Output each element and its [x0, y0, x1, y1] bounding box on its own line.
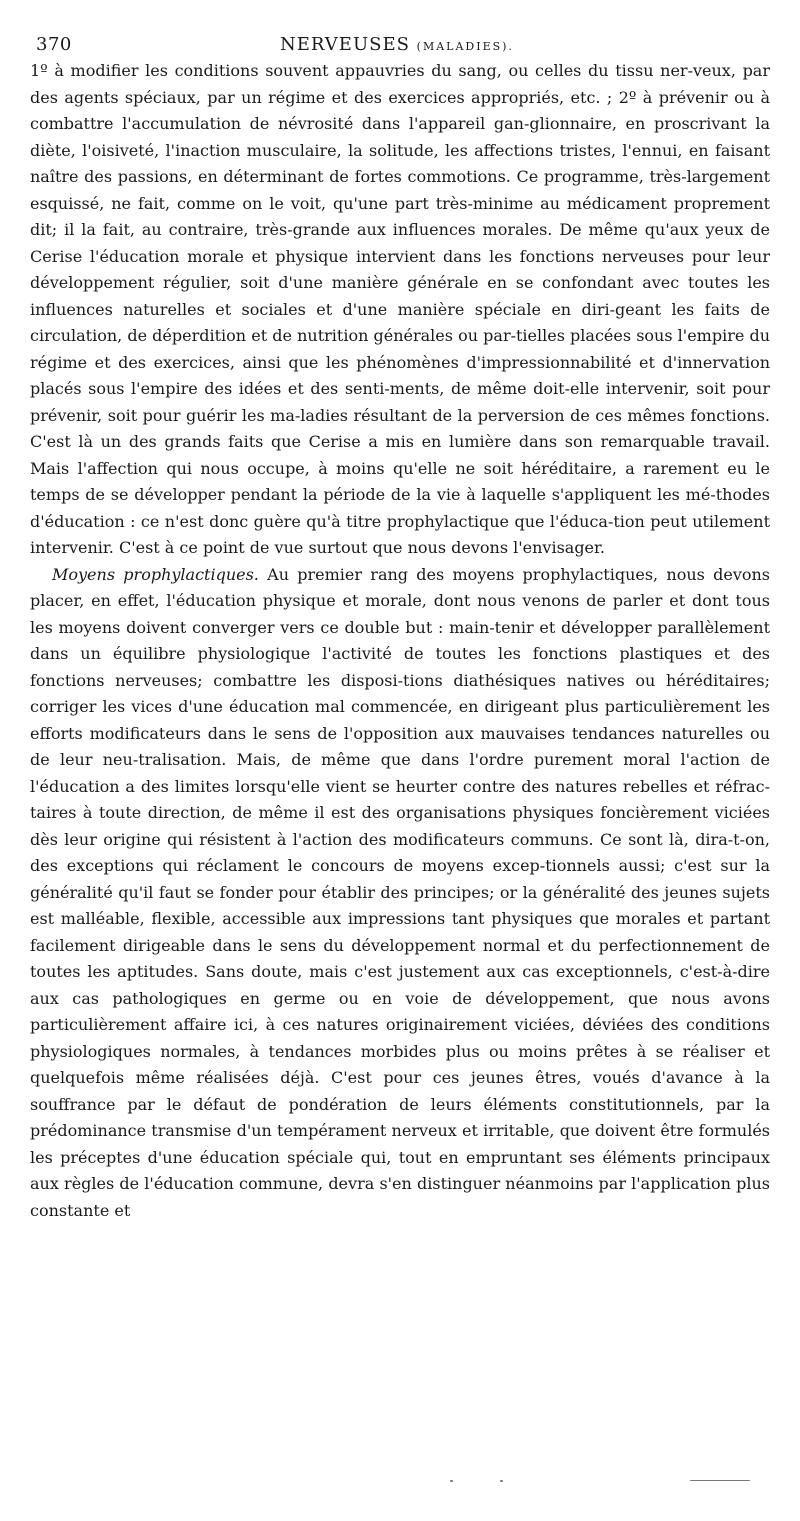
body-text — [30, 58, 770, 1224]
page-number: 370 — [36, 34, 72, 55]
paragraph-2 — [30, 562, 770, 1225]
running-title-main: NERVEUSES — [280, 34, 410, 55]
running-title — [280, 34, 514, 55]
scan-speck — [500, 1480, 503, 1482]
scan-speck — [450, 1480, 453, 1482]
scan-speck — [690, 1480, 750, 1481]
paragraph-2-lead-in: Moyens prophylactiques. — [52, 564, 259, 584]
paragraph-1: 1º à modifier les conditions souvent appauvries du sang, ou celles du tissu ner-veux, par des agents spéciaux, par un régime et des exercices appropriés, etc. ; 2º à prévenir ou à combattre l'accumulation de névrosité dans l'appareil gan-glionnaire, en proscrivant la diète, l'oisiveté, l'inaction musculaire, la solitude, les affections tristes, l'ennui, en faisant naître des passions, en déterminant de fortes commotions. Ce programme, très-largement esquissé, ne fait, comme on le voit, qu'une part très-minime au médicament proprement dit; il la fait, au contraire, très-grande aux influences morales. De même qu'aux yeux de Cerise l'éducation morale et physique intervient dans les fonctions nerveuses pour leur développement régulier, soit d'une manière générale en se confondant avec toutes les influences naturelles et sociales et d'une manière spéciale en diri-geant les faits de circulation, de déperdition et de nutrition générales ou par-tielles placées sous l'empire du régime et des exercices, ainsi que les phénomènes d'impressionnabilité et d'innervation placés sous l'empire des idées et des senti-ments, de même doit-elle intervenir, soit pour prévenir, soit pour guérir les ma-ladies résultant de la perversion de ces mêmes fonctions. C'est là un des grands faits que Cerise a mis en lumière dans son remarquable travail. Mais l'affection qui nous occupe, à moins qu'elle ne soit héréditaire, a rarement eu le temps de se développer pendant la période de la vie à laquelle s'appliquent les mé-thodes d'éducation : ce n'est donc guère qu'à titre prophylactique que l'éduca-tion peut utilement intervenir. C'est à ce point de vue surtout que nous devons l'envisager. — [30, 61, 770, 557]
page — [30, 30, 770, 1224]
scan-specks — [0, 1480, 800, 1490]
running-title-sub: (MALADIES). — [416, 40, 514, 53]
paragraph-2-text: Au premier rang des moyens prophylactiques, nous devons placer, en effet, l'éducation physique et morale, dont nous venons de parler et dont tous les moyens doivent converger vers ce double but : main-tenir et développer parallèlement dans un équilibre physiologique l'activité de toutes les fonctions plastiques et des fonctions nerveuses; combattre les disposi-tions diathésiques natives ou héréditaires; corriger les vices d'une éducation mal commencée, en dirigeant plus particulièrement les efforts modificateurs dans le sens de l'opposition aux mauvaises tendances naturelles ou de leur neu-tralisation. Mais, de même que dans l'ordre purement moral l'action de l'éducation a des limites lorsqu'elle vient se heurter contre des natures rebelles et réfrac-taires à toute direction, de même il est des organisations physiques foncièrement viciées dès leur origine qui résistent à l'action des modificateurs communs. Ce sont là, dira-t-on, des exceptions qui réclament le concours de moyens excep-tionnels aussi; c'est sur la généralité qu'il faut se fonder pour établir des principes; or la généralité des jeunes sujets est malléable, flexible, accessible aux impressions tant physiques que morales et partant facilement dirigeable dans le sens du développement normal et du perfectionnement de toutes les aptitudes. Sans doute, mais c'est justement aux cas exceptionnels, c'est-à-dire aux cas pathologiques en germe ou en voie de développement, que nous avons particulièrement affaire ici, à ces natures originairement viciées, déviées des conditions physiologiques normales, à tendances morbides plus ou moins prêtes à se réaliser et quelquefois même réalisées déjà. C'est pour ces jeunes êtres, voués d'avance à la souffrance par le défaut de pondération de leurs éléments constitutionnels, par la prédominance transmise d'un tempérament nerveux et irritable, que doivent être formulés les préceptes d'une éducation spéciale qui, tout en empruntant ses éléments principaux aux règles de l'éducation commune, devra s'en distinguer néanmoins par l'application plus constante et — [30, 564, 770, 1220]
running-header — [30, 30, 770, 58]
